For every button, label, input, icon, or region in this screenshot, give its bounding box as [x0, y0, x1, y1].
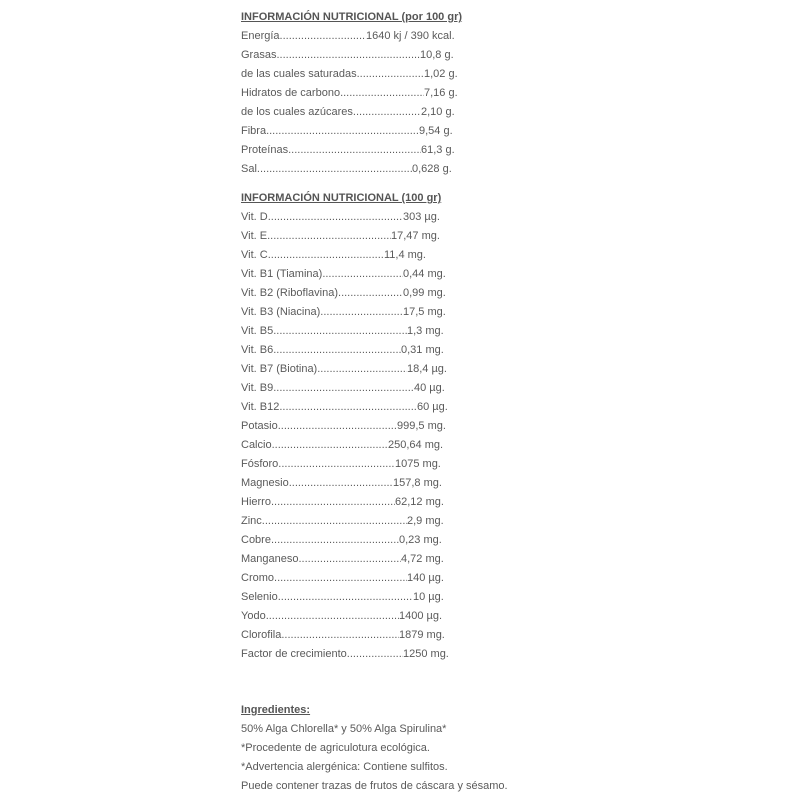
nutrient-leader — [241, 265, 403, 284]
nutrient-row — [241, 569, 449, 588]
nutrient-value: 140 µg. — [407, 572, 444, 584]
dot-leader — [273, 341, 401, 360]
nutrient-value: 0,44 mg. — [403, 268, 446, 280]
nutrient-label: Manganeso — [241, 553, 299, 565]
nutrient-value: 7,16 g. — [424, 87, 458, 99]
nutrient-row — [241, 27, 462, 46]
nutrient-label: de los cuales azúcares — [241, 106, 353, 118]
ingredients-line: *Advertencia alergénica: Contiene sulfitos. — [241, 761, 448, 773]
dot-leader — [340, 84, 424, 103]
dot-leader — [262, 512, 407, 531]
nutrient-row — [241, 246, 449, 265]
nutrient-leader — [241, 322, 407, 341]
nutrient-row — [241, 512, 449, 531]
nutrient-value: 1640 kj / 390 kcal. — [366, 30, 455, 42]
nutrient-label: Selenio — [241, 591, 278, 603]
nutrient-row — [241, 379, 449, 398]
dot-leader — [280, 27, 366, 46]
dot-leader — [273, 379, 414, 398]
nutrient-value: 11,4 mg. — [384, 249, 426, 261]
nutrient-value: 1250 mg. — [403, 648, 449, 660]
nutrient-value: 18,4 µg. — [407, 363, 447, 375]
dot-leader — [278, 588, 413, 607]
nutrient-value: 1,02 g. — [424, 68, 458, 80]
dot-leader — [357, 65, 424, 84]
nutrient-row — [241, 265, 449, 284]
nutrient-label: Calcio — [241, 439, 272, 451]
nutrient-leader — [241, 246, 384, 265]
nutrient-leader — [241, 512, 407, 531]
dot-leader — [281, 626, 399, 645]
nutrient-leader — [241, 141, 421, 160]
nutrient-leader — [241, 46, 420, 65]
nutrient-label: Vit. B6 — [241, 344, 274, 356]
nutrient-value: 17,47 mg. — [391, 230, 440, 242]
nutrient-value: 61,3 g. — [421, 144, 455, 156]
dot-leader — [278, 417, 397, 436]
nutrient-value: 10 µg. — [413, 591, 444, 603]
nutrient-label: Energía — [241, 30, 280, 42]
nutrient-label: Grasas — [241, 49, 277, 61]
section-title: INFORMACIÓN NUTRICIONAL (por 100 gr) — [241, 11, 463, 23]
ingredients-line: *Procedente de agriculotura ecológica. — [241, 742, 430, 754]
nutrient-leader — [241, 227, 391, 246]
nutrient-label: Vit. E — [241, 230, 268, 242]
nutrient-label: Vit. B9 — [241, 382, 274, 394]
nutrient-value: 10,8 g. — [420, 49, 454, 61]
nutrient-label: Cromo — [241, 572, 275, 584]
dot-leader — [299, 550, 402, 569]
nutrient-label: Clorofila — [241, 629, 282, 641]
dot-leader — [271, 531, 399, 550]
nutrient-label: Potasio — [241, 420, 278, 432]
dot-leader — [338, 284, 403, 303]
nutrient-row — [241, 103, 462, 122]
nutrient-label: Sal — [241, 163, 257, 175]
nutrient-label: Vit. C — [241, 249, 268, 261]
nutrient-label: Hidratos de carbono — [241, 87, 341, 99]
nutrient-leader — [241, 455, 395, 474]
nutrient-row — [241, 360, 449, 379]
nutrient-label: Yodo — [241, 610, 266, 622]
nutrient-value: 0,99 mg. — [403, 287, 446, 299]
nutrient-label: Vit. B2 (Riboflavina) — [241, 287, 339, 299]
nutrient-leader — [241, 550, 401, 569]
nutrient-value: 40 µg. — [414, 382, 445, 394]
nutrient-row — [241, 160, 462, 179]
nutrient-label: Vit. B3 (Niacina) — [241, 306, 321, 318]
dot-leader — [268, 208, 403, 227]
nutrient-row — [241, 65, 462, 84]
nutrient-leader — [241, 398, 417, 417]
nutrient-leader — [241, 122, 419, 141]
nutrient-row — [241, 474, 449, 493]
nutrition-table-per-100g — [241, 8, 462, 179]
nutrient-row — [241, 84, 462, 103]
dot-leader — [278, 455, 395, 474]
nutrient-value: 17,5 mg. — [403, 306, 446, 318]
nutrient-value: 0,23 mg. — [399, 534, 442, 546]
dot-leader — [266, 607, 399, 626]
ingredients-section — [241, 701, 508, 796]
ingredients-line: Puede contener trazas de frutos de cáscara y sésamo. — [241, 780, 508, 792]
nutrient-leader — [241, 284, 403, 303]
nutrient-label: Magnesio — [241, 477, 289, 489]
nutrient-leader — [241, 474, 393, 493]
nutrient-row — [241, 341, 449, 360]
dot-leader — [272, 436, 388, 455]
ingredients-title: Ingredientes: — [241, 704, 311, 716]
nutrient-label: Fósforo — [241, 458, 279, 470]
nutrient-value: 2,10 g. — [421, 106, 455, 118]
nutrient-row — [241, 455, 449, 474]
dot-leader — [279, 398, 417, 417]
nutrient-label: Factor de crecimiento — [241, 648, 347, 660]
nutrient-value: 62,12 mg. — [395, 496, 444, 508]
nutrient-row — [241, 493, 449, 512]
nutrient-label: Vit. B7 (Biotina) — [241, 363, 318, 375]
nutrient-leader — [241, 531, 399, 550]
nutrient-row — [241, 284, 449, 303]
nutrient-value: 0,628 g. — [412, 163, 452, 175]
nutrient-leader — [241, 493, 395, 512]
dot-leader — [353, 103, 421, 122]
nutrient-row — [241, 645, 449, 664]
dot-leader — [288, 141, 421, 160]
dot-leader — [273, 322, 407, 341]
dot-leader — [274, 569, 407, 588]
nutrient-leader — [241, 27, 366, 46]
nutrient-value: 60 µg. — [417, 401, 448, 413]
nutrient-row — [241, 417, 449, 436]
dot-leader — [317, 360, 407, 379]
nutrient-row — [241, 550, 449, 569]
dot-leader — [268, 246, 384, 265]
nutrient-leader — [241, 360, 407, 379]
nutrient-label: Cobre — [241, 534, 271, 546]
nutrient-value: 1075 mg. — [395, 458, 441, 470]
nutrient-leader — [241, 303, 403, 322]
nutrient-row — [241, 227, 449, 246]
nutrient-row — [241, 122, 462, 141]
dot-leader — [322, 265, 403, 284]
nutrient-label: Hierro — [241, 496, 271, 508]
nutrient-leader — [241, 417, 397, 436]
nutrient-leader — [241, 341, 401, 360]
nutrient-row — [241, 531, 449, 550]
nutrient-leader — [241, 645, 403, 664]
nutrient-label: Proteínas — [241, 144, 289, 156]
nutrient-leader — [241, 626, 399, 645]
nutrient-value: 1879 mg. — [399, 629, 445, 641]
nutrient-leader — [241, 379, 414, 398]
nutrient-label: Vit. B12 — [241, 401, 280, 413]
nutrient-row — [241, 303, 449, 322]
nutrient-value: 157,8 mg. — [393, 477, 442, 489]
nutrient-value: 4,72 mg. — [401, 553, 444, 565]
nutrient-value: 303 µg. — [403, 211, 440, 223]
nutrient-label: de las cuales saturadas — [241, 68, 357, 80]
nutrient-value: 0,31 mg. — [401, 344, 444, 356]
dot-leader — [289, 474, 393, 493]
dot-leader — [271, 493, 395, 512]
nutrient-value: 250,64 mg. — [388, 439, 444, 451]
section-title: INFORMACIÓN NUTRICIONAL (100 gr) — [241, 192, 442, 204]
nutrient-value: 9,54 g. — [419, 125, 453, 137]
nutrient-label: Zinc — [241, 515, 262, 527]
nutrient-row — [241, 398, 449, 417]
nutrition-table-vitamins-minerals — [241, 189, 449, 664]
nutrient-leader — [241, 569, 407, 588]
nutrient-label: Vit. B1 (Tiamina) — [241, 268, 323, 280]
dot-leader — [347, 645, 403, 664]
dot-leader — [267, 227, 391, 246]
dot-leader — [257, 160, 412, 179]
nutrient-leader — [241, 588, 413, 607]
nutrient-leader — [241, 208, 403, 227]
nutrient-label: Vit. B5 — [241, 325, 274, 337]
nutrient-row — [241, 141, 462, 160]
nutrient-leader — [241, 160, 412, 179]
nutrient-leader — [241, 103, 421, 122]
nutrient-row — [241, 46, 462, 65]
nutrient-value: 1400 µg. — [399, 610, 443, 622]
ingredients-line: 50% Alga Chlorella* y 50% Alga Spirulina* — [241, 723, 447, 735]
nutrient-row — [241, 436, 449, 455]
nutrient-label: Vit. D — [241, 211, 268, 223]
nutrient-leader — [241, 436, 388, 455]
dot-leader — [320, 303, 403, 322]
nutrient-row — [241, 626, 449, 645]
nutrient-label: Fibra — [241, 125, 267, 137]
nutrient-row — [241, 322, 449, 341]
nutrient-leader — [241, 607, 399, 626]
nutrient-row — [241, 588, 449, 607]
nutrient-row — [241, 607, 449, 626]
dot-leader — [276, 46, 420, 65]
dot-leader — [266, 122, 419, 141]
nutrient-value: 999,5 mg. — [397, 420, 446, 432]
nutrient-value: 2,9 mg. — [407, 515, 444, 527]
nutrient-value: 1,3 mg. — [407, 325, 444, 337]
nutrient-leader — [241, 65, 424, 84]
nutrient-leader — [241, 84, 424, 103]
nutrient-row — [241, 208, 449, 227]
